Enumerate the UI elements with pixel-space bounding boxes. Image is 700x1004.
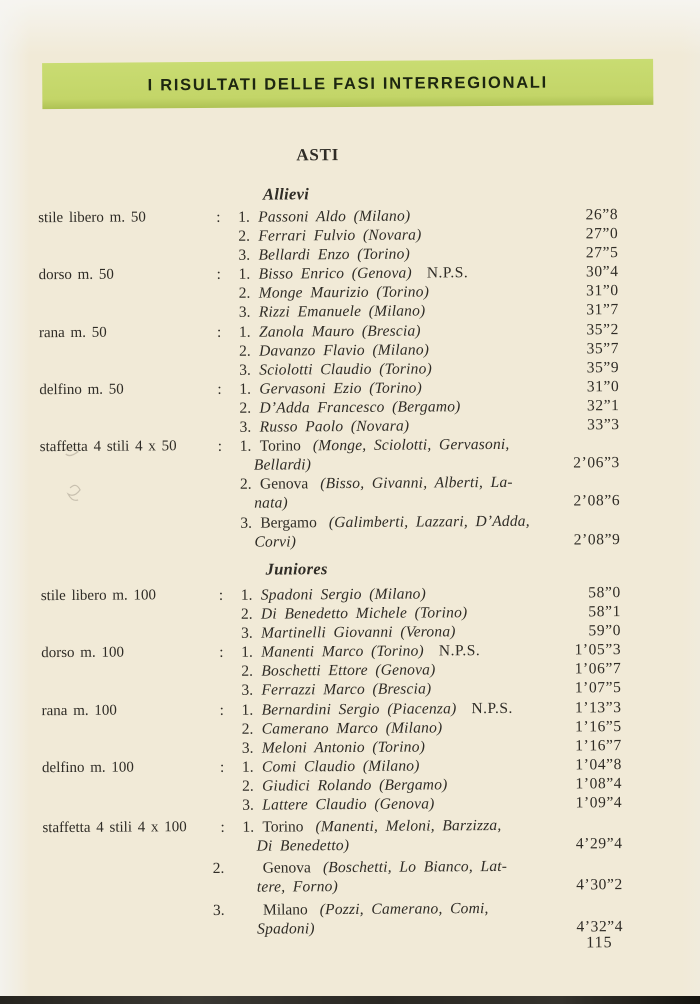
relay-line-1 [260,512,530,531]
rank-number: 2. [239,342,251,360]
swimmer-name: Bisso Enrico (Genova) [258,264,412,283]
swimmer-name: Monge Maurizio (Torino) [258,283,430,303]
swimmer-name: Bellardi Enzo (Torino) [258,245,410,264]
relay-roster-line-1: (Monge, Sciolotti, Gervasoni, [312,436,510,455]
event-label: dorso m. 50 [38,266,114,284]
swimmer-name: Ferrari Fulvio (Novara) [258,226,422,245]
event-label: delfino m. 100 [41,759,134,777]
colon-separator: : [218,586,224,604]
relay-roster-line-1: (Bisso, Givanni, Alberti, La- [320,474,513,493]
rank-number: 2. [241,663,254,681]
time-value: 58”1 [588,603,621,621]
relay-entry [257,899,489,939]
colon-separator: : [217,380,222,398]
rank-number: 2. [212,860,225,878]
relay-roster-line-2: Di Benedetto) [256,837,350,855]
section-heading: Juniores [265,559,328,579]
colon-separator: : [219,644,224,662]
rank-number: 2. [239,399,252,417]
colon-separator: : [219,758,225,776]
swimmer-name: Giudici Rolando (Bergamo) [262,776,448,795]
record-note: N.P.S. [438,642,481,660]
rank-number: 2. [238,285,251,303]
swimmer-name: Di Benedetto Michele (Torino) [260,604,468,623]
swimmer-name: Davanzo Flavio (Milano) [259,341,430,360]
time-value: 2’06”3 [573,454,620,472]
event-label-spacer [41,624,219,625]
event-label: dorso m. 100 [41,644,125,662]
relay-result-row [40,434,620,476]
page-title: ASTI [296,145,340,165]
time-value: 35”2 [586,320,620,338]
rank-number: 1. [238,323,251,341]
event-label-spacer [43,859,221,860]
time-value: 33”3 [587,416,620,434]
relay-line-1 [260,474,513,493]
event-label-spacer [41,681,219,682]
colon-separator: : [216,266,221,284]
rank-number: 2. [239,475,252,494]
rank-number: 1. [238,208,250,226]
swimmer-name: Zanola Mauro (Brescia) [258,322,421,341]
relay-roster-line-2: tere, Forno) [256,878,338,897]
time-value: 1’13”3 [574,698,622,716]
time-value: 35”7 [586,339,620,358]
time-value: 1’16”5 [575,717,622,736]
event-label: rana m. 50 [38,324,107,341]
time-value: 2’08”9 [573,530,621,549]
banner-title: I RISULTATI DELLE FASI INTERREGIONALI [147,73,548,94]
rank-number: 2. [242,777,254,795]
rank-number: 1. [241,643,253,662]
event-label: stile libero m. 50 [38,209,146,227]
swimmer-name: Spadoni Sergio (Milano) [260,585,427,604]
section-juniores [41,557,624,940]
relay-roster-line-1: (Manenti, Meloni, Barzizza, [315,817,502,836]
rank-number: 1. [238,265,251,284]
team-name: Genova [259,475,309,493]
section-banner [42,59,653,109]
relay-entry [254,511,530,551]
time-value: 30”4 [585,263,619,281]
relay-roster-line-2: Spadoni) [257,919,315,938]
time-value: 27”5 [585,244,619,262]
event-label-spacer [40,418,218,419]
relay-roster-line-2: nata) [254,494,288,513]
rank-number: 3. [239,361,251,379]
rank-number: 3. [238,304,251,322]
event-label: stile libero m. 100 [40,587,157,605]
swimmer-name: Ferrazzi Marco (Brescia) [261,680,432,700]
colon-separator: : [216,323,222,341]
rank-number: 3. [241,739,254,757]
team-name: Genova [262,859,311,877]
time-value: 32”1 [586,397,620,415]
relay-result-row [43,898,623,940]
rank-number: 2. [238,227,250,245]
swimmer-name: Martinelli Giovanni (Verona) [261,623,456,642]
event-label: staffetta 4 stili 4 x 100 [42,819,187,837]
relay-roster-line-1: (Pozzi, Camerano, Comi, [319,899,489,918]
time-value: 31”0 [586,282,619,300]
swimmer-name: D’Adda Francesco (Bergamo) [259,398,461,417]
event-label-spacer [39,361,217,362]
time-value: 59”0 [588,622,622,640]
record-note: N.P.S. [426,264,469,282]
rank-number: 1. [241,701,254,719]
rank-number: 3. [240,514,252,532]
relay-line-1 [262,817,501,836]
time-value: 58”0 [588,584,621,602]
event-label-spacer [38,246,216,247]
time-value: 31”0 [586,377,620,396]
relay-result-row [40,472,620,514]
swimmer-name: Gervasoni Ezio (Torino) [259,379,423,398]
rank-number: 2. [241,720,254,738]
team-name: Torino [262,818,304,836]
time-value: 4’32”4 [576,917,624,936]
rank-number: 1. [239,380,252,398]
scan-edge-bar [0,996,700,1004]
time-value: 1’06”7 [574,660,622,678]
relay-line-1 [260,436,510,455]
record-note: N.P.S. [471,699,513,717]
swimmer-name: Boschetti Ettore (Genova) [261,661,436,680]
result-row [42,793,622,816]
relay-line-1 [263,858,508,877]
event-label-spacer [42,796,220,797]
relay-result-row [43,856,623,898]
relay-entry [253,435,510,475]
rank-number: 3. [212,901,225,919]
time-value: 4’30”2 [576,876,623,894]
relay-entry [256,816,502,856]
event-label: delfino m. 50 [39,381,124,399]
pencil-mark [58,444,92,508]
relay-roster-line-1: (Galimberti, Lazzari, D’Adda, [328,512,530,531]
section-heading: Allievi [262,184,310,204]
section-allievi [38,182,621,553]
swimmer-name: Manenti Marco (Torino) [261,642,424,661]
relay-roster-line-2: Bellardi) [253,456,312,474]
rank-number: 3. [241,682,254,700]
time-value: 1’09”4 [575,794,623,812]
relay-roster-line-2: Corvi) [254,532,297,551]
swimmer-name: Rizzi Emanuele (Milano) [258,302,426,322]
team-name: Torino [259,437,301,455]
time-value: 1’07”5 [574,679,622,697]
time-value: 31”7 [586,301,619,319]
relay-entry [256,857,508,897]
swimmer-name: Comi Claudio (Milano) [261,757,420,776]
time-value: 4’29”4 [575,835,623,853]
rank-number: 1. [239,437,252,455]
rank-number: 3. [241,624,253,642]
relay-result-row [42,815,622,857]
event-label: rana m. 100 [41,702,117,719]
rank-number: 3. [238,246,251,264]
time-value: 1’08”4 [575,775,623,793]
event-label-spacer [40,513,218,514]
event-label-spacer [43,900,221,901]
event-label-spacer [39,303,217,304]
relay-result-row [40,511,620,553]
colon-separator: : [217,438,223,456]
team-name: Bergamo [260,513,317,532]
rank-number: 1. [242,818,255,836]
relay-line-1 [263,900,489,919]
rank-number: 1. [241,758,254,776]
rank-number: 2. [240,605,253,623]
swimmer-name: Lattere Claudio (Genova) [262,795,435,814]
swimmer-name: Bernardini Sergio (Piacenza) [261,699,457,719]
relay-entry [254,473,513,513]
event-label: staffetta 4 stili 4 x 50 [39,438,177,456]
time-value: 2’08”6 [573,492,621,510]
colon-separator: : [220,819,225,837]
colon-separator: : [219,701,224,719]
swimmer-name: Passoni Aldo (Milano) [258,207,411,226]
time-value: 27”0 [585,225,619,243]
event-label-spacer [42,739,220,740]
time-value: 1’04”8 [575,755,623,774]
time-value: 35”9 [586,358,620,377]
time-value: 1’16”7 [575,736,622,755]
time-value: 1’05”3 [574,641,622,659]
rank-number: 3. [239,418,252,436]
team-name: Milano [262,900,308,919]
page-number: 115 [586,934,613,952]
colon-separator: : [216,208,221,226]
swimmer-name: Sciolotti Claudio (Torino) [259,360,432,379]
rank-number: 3. [242,796,254,814]
swimmer-name: Russo Paolo (Novara) [259,417,410,436]
relay-roster-line-1: (Boschetti, Lo Bianco, Lat- [322,858,508,877]
time-value: 26”8 [585,206,619,224]
swimmer-name: Camerano Marco (Milano) [261,719,443,738]
swimmer-name: Meloni Antonio (Torino) [261,738,426,757]
rank-number: 1. [240,586,253,604]
